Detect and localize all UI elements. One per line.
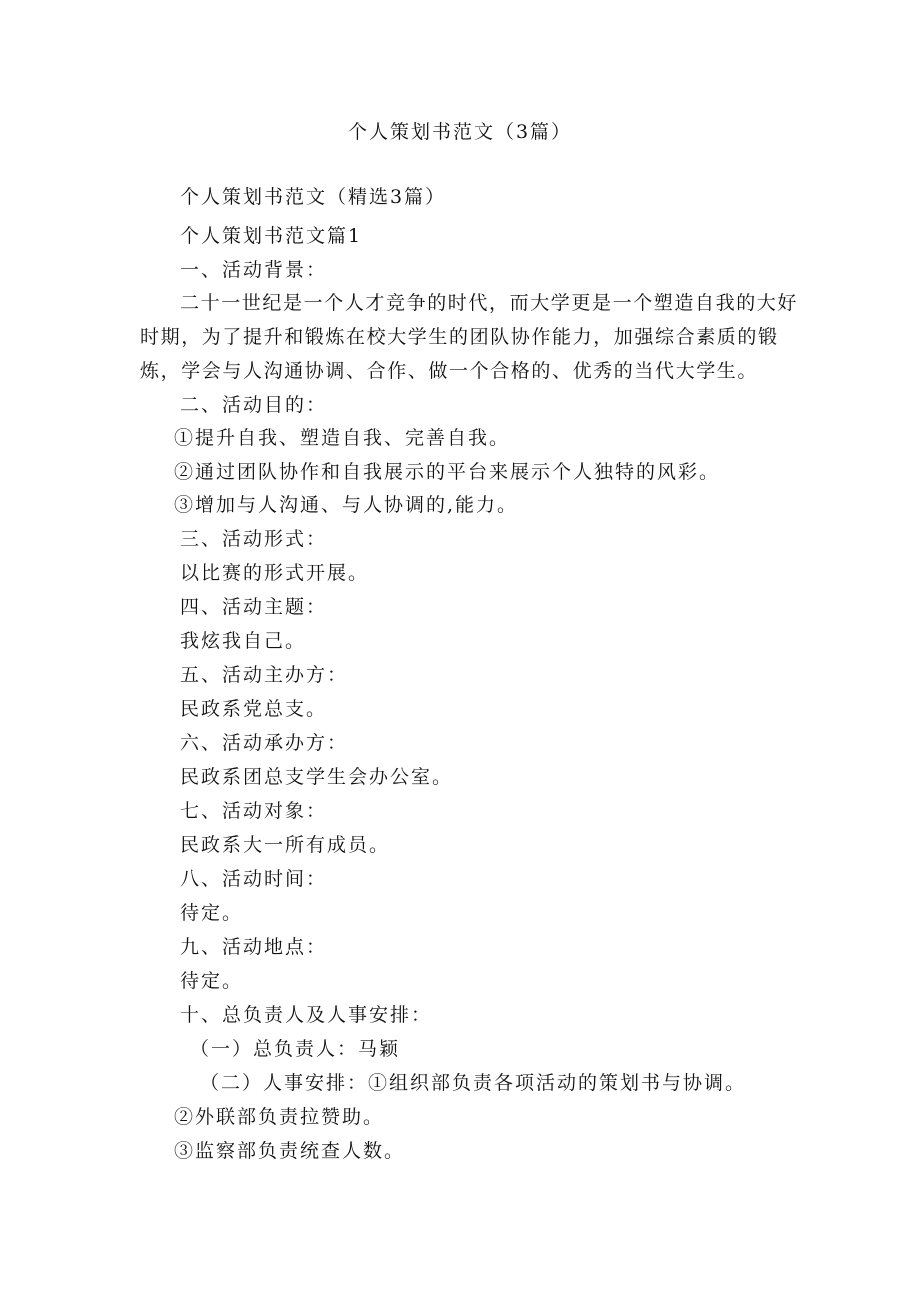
list-item: ③监察部负责统查人数。 (174, 1140, 406, 1162)
text-line: 我炫我自己。 (180, 630, 307, 652)
section-heading: 三、活动形式： (180, 528, 328, 550)
section-heading: 九、活动地点： (180, 936, 328, 958)
text-line: 民政系团总支学生会办公室。 (180, 766, 454, 788)
section-heading: 七、活动对象： (180, 800, 328, 822)
list-item: ①提升自我、塑造自我、完善自我。 (174, 427, 511, 449)
section-heading: 八、活动时间： (180, 868, 328, 890)
section-heading: 六、活动承办方： (180, 732, 349, 754)
text-line: 民政系党总支。 (180, 698, 328, 720)
section-heading: 个人策划书范文篇1 (180, 225, 363, 247)
text-line: （二）人事安排：①组织部负责各项活动的策划书与协调。 (200, 1072, 747, 1094)
text-line: 以比赛的形式开展。 (180, 562, 370, 584)
list-item: ②通过团队协作和自我展示的平台来展示个人独特的风彩。 (174, 461, 721, 483)
text-line: 待定。 (180, 970, 244, 992)
text-line: 民政系大一所有成员。 (180, 834, 391, 856)
list-item: ③增加与人沟通、与人协调的,能力。 (174, 494, 519, 516)
document-title: 个人策划书范文（3篇） (347, 121, 573, 143)
section-heading: 一、活动背景： (180, 259, 328, 281)
section-heading: 十、总负责人及人事安排： (180, 1004, 433, 1026)
text-line: 待定。 (180, 902, 244, 924)
section-heading: 四、活动主题： (180, 596, 328, 618)
section-heading: 二、活动目的： (180, 394, 328, 416)
subtitle-line: 个人策划书范文（精选3篇） (180, 186, 447, 208)
paragraph: 二十一世纪是一个人才竞争的时代，而大学更是一个塑造自我的大好时期，为了提升和锻炼在校大学生的团队协作能力，加强综合素质的锻炼，学会与人沟通协调、合作、做一个合格的、优秀的当代大学生。 (140, 292, 799, 382)
section-heading: 五、活动主办方： (180, 664, 349, 686)
list-item: ②外联部负责拉赞助。 (174, 1106, 385, 1128)
text-line: （一）总负责人：马颖 (190, 1038, 401, 1060)
